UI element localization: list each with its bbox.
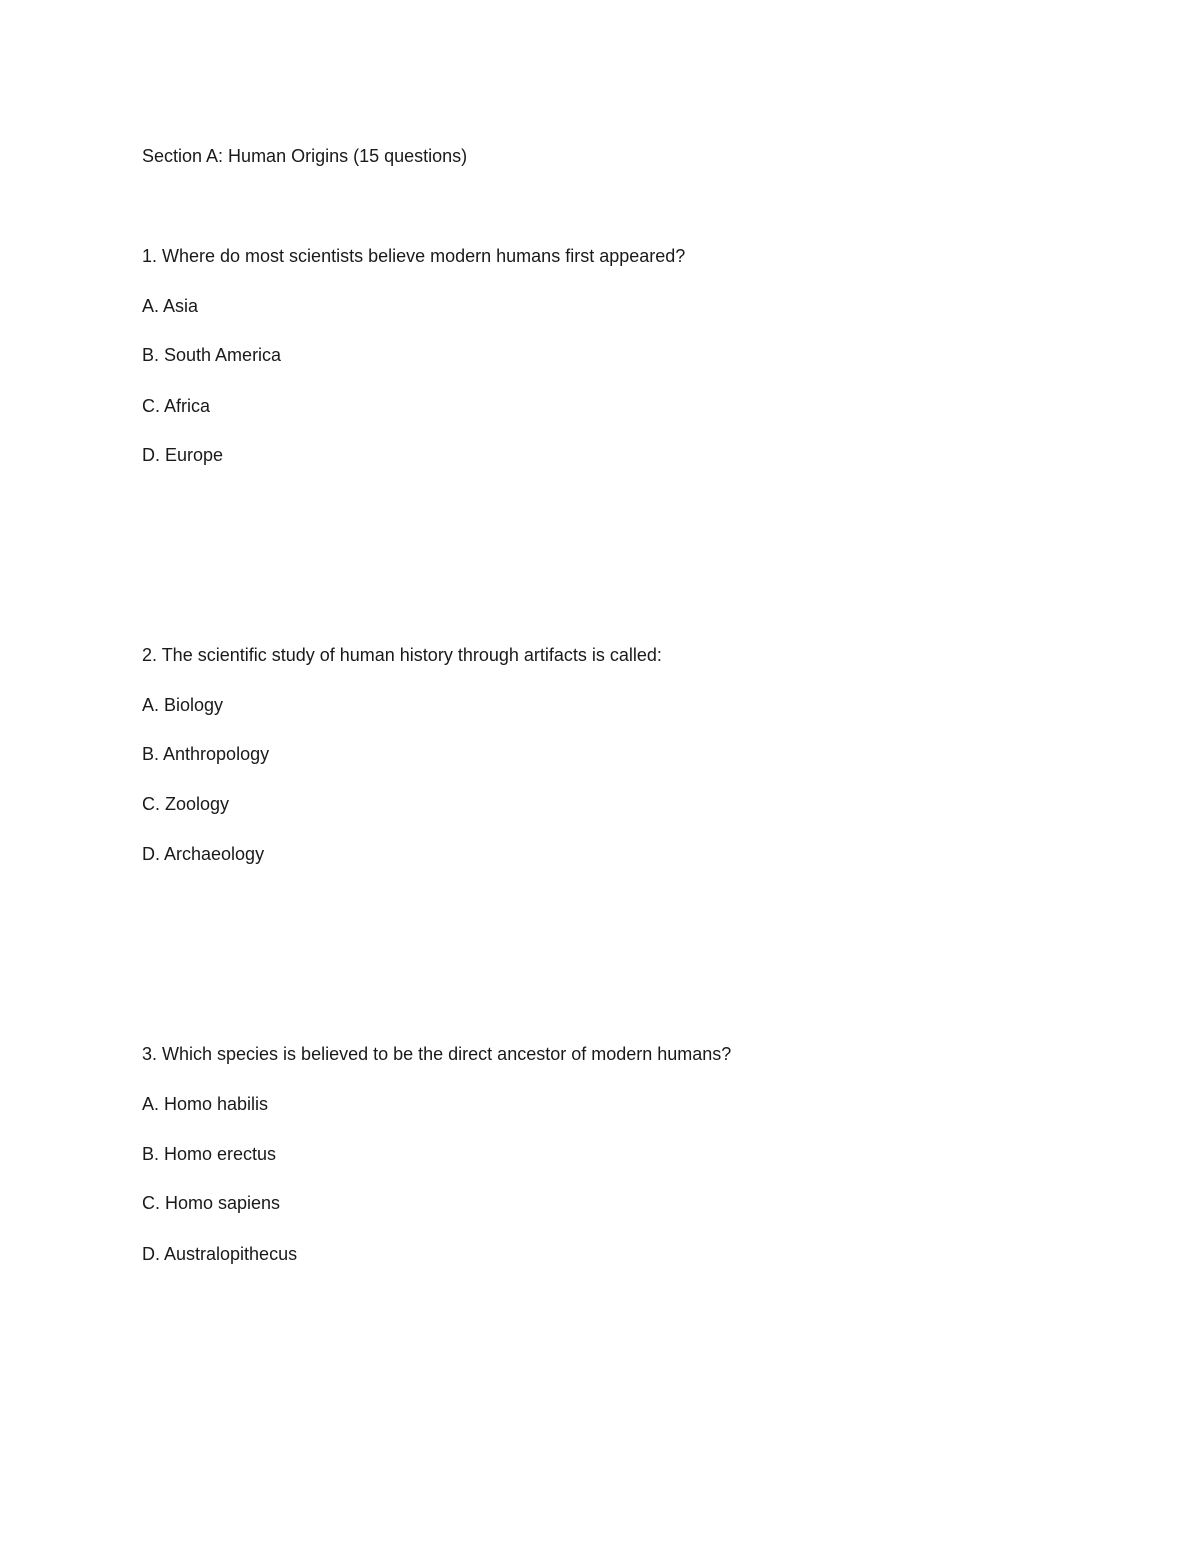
question-3-option-d: D. Australopithecus <box>142 1244 298 1264</box>
question-2-option-c: C. Zoology <box>142 794 230 814</box>
question-2-option-a: A. Biology <box>142 695 224 715</box>
section-title: Section A: Human Origins (15 questions) <box>142 146 468 166</box>
question-1-option-a: A. Asia <box>142 296 199 316</box>
question-3-option-b: B. Homo erectus <box>142 1144 277 1164</box>
question-2-option-d: D. Archaeology <box>142 844 265 864</box>
question-3-option-a: A. Homo habilis <box>142 1094 269 1114</box>
question-2-option-b: B. Anthropology <box>142 744 270 764</box>
question-1-prompt: 1. Where do most scientists believe modern humans first appeared? <box>142 246 686 266</box>
question-1-option-c: C. Africa <box>142 396 211 416</box>
question-3-option-c: C. Homo sapiens <box>142 1193 281 1213</box>
question-2-prompt: 2. The scientific study of human history through artifacts is called: <box>142 645 662 665</box>
question-1-option-d: D. Europe <box>142 445 224 465</box>
question-1-option-b: B. South America <box>142 345 282 365</box>
question-3-prompt: 3. Which species is believed to be the direct ancestor of modern humans? <box>142 1044 732 1064</box>
